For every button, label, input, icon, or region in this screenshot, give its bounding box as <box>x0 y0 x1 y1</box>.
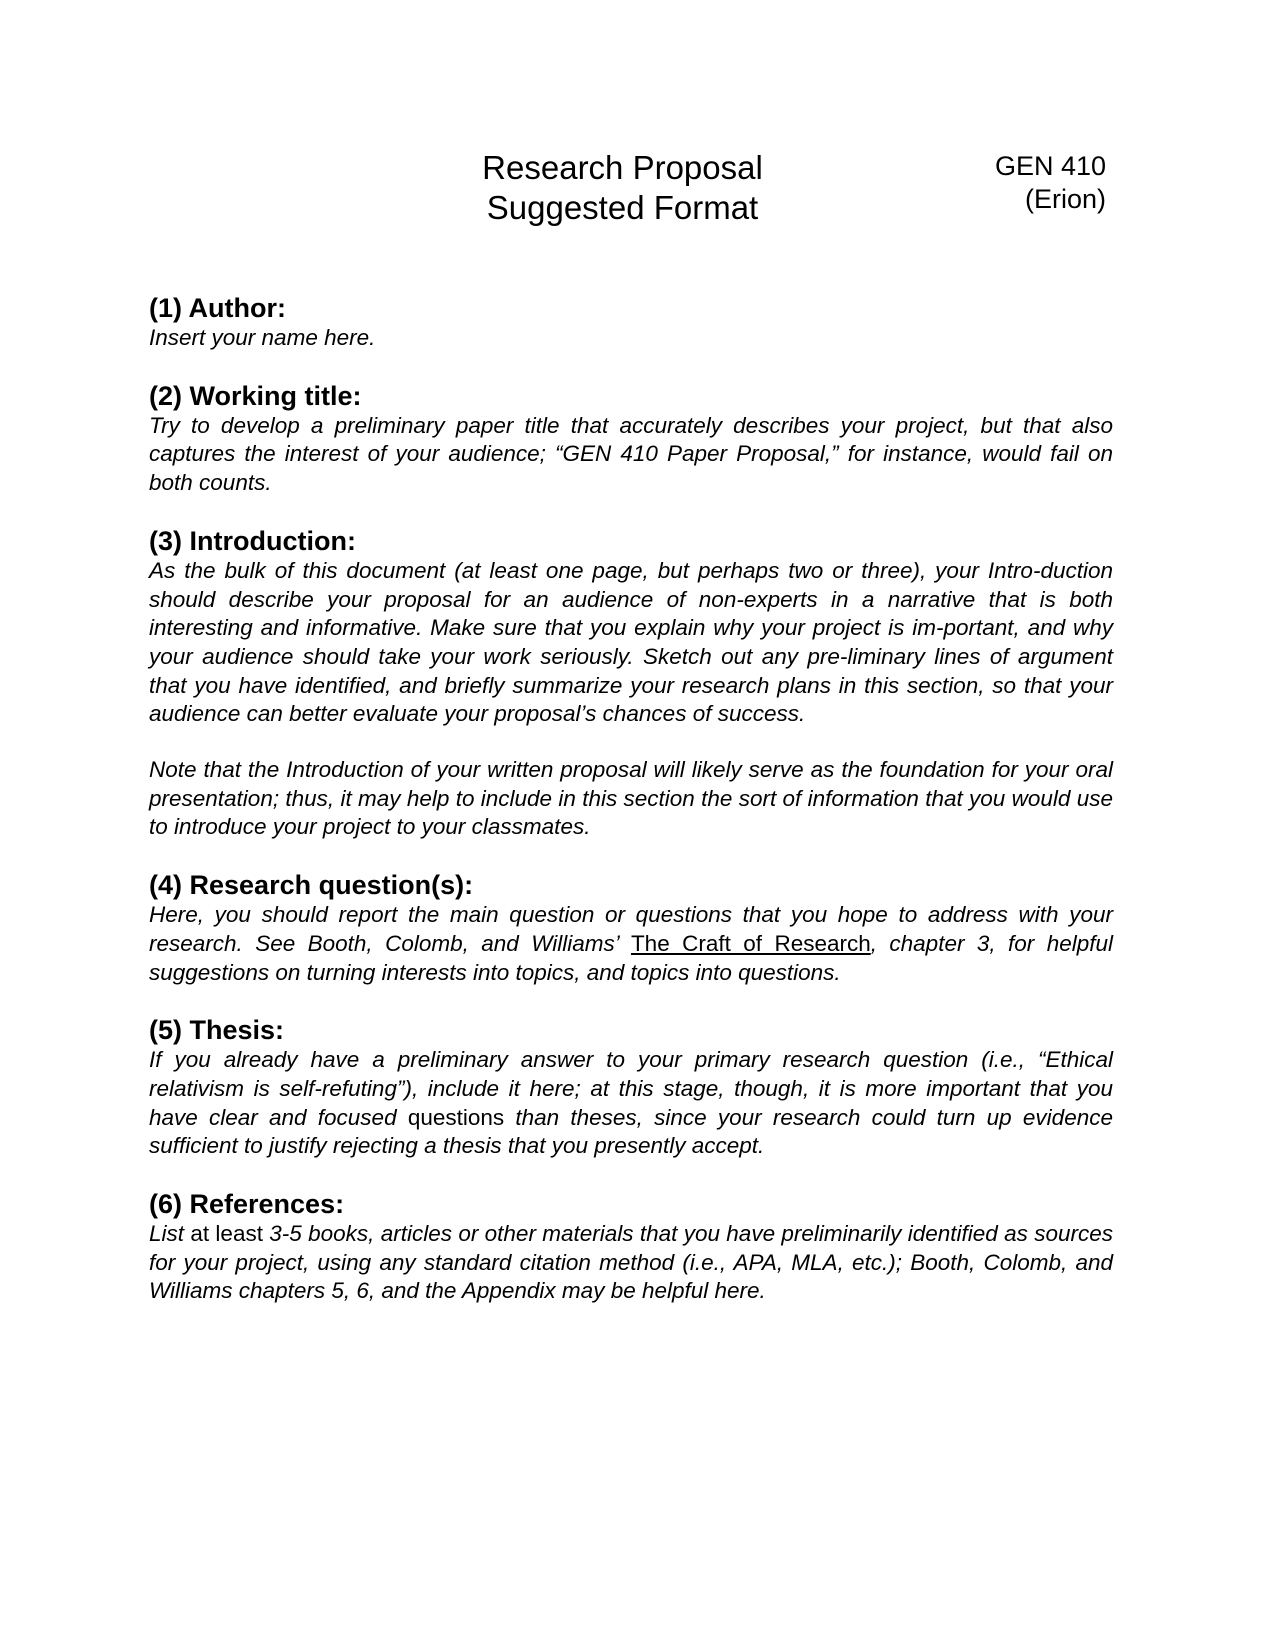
section-body: As the bulk of this document (at least one page, but perhaps two or three), your Intro-duction should describe your proposal for an audience of non-experts in a narrative that is both interesting and informative. Make sure that you explain why your project is im-portant, and why your audience should take your work seriously. Sketch out any pre-liminary lines of argument that you have identified, and briefly summarize your research plans in this section, so that your audience can better evaluate your proposal’s chances of success. <box>149 557 1113 727</box>
body-text: Here, you should report the main question or questions that you hope to address with your research. See Booth, Colomb, and Williams’ <box>149 902 1113 956</box>
section-heading: (2) Working title: <box>149 380 362 411</box>
section-body: Insert your name here. <box>149 325 376 350</box>
title-line-2: Suggested Format <box>486 189 759 226</box>
section-author <box>149 292 1113 353</box>
document-title <box>425 148 820 228</box>
document-body <box>149 292 1113 1306</box>
course-info <box>900 150 1106 216</box>
section-body <box>149 901 1113 987</box>
course-code: GEN 410 <box>994 151 1106 181</box>
section-body <box>149 1220 1113 1306</box>
title-line-1: Research Proposal <box>482 149 763 186</box>
section-body: Try to develop a preliminary paper title that accurately describes your project, but that also captures the interest of your audience; “GEN 410 Paper Proposal,” for instance, would fail on both counts. <box>149 412 1113 496</box>
body-text-upright: at least <box>190 1221 270 1247</box>
section-heading: (1) Author: <box>149 293 286 323</box>
body-text: , chapter 3, for helpful suggestions on turning interests into topics, and topics into questions. <box>149 930 1113 985</box>
section-working-title <box>149 380 1113 498</box>
section-thesis <box>149 1014 1113 1161</box>
body-text: than theses, since your research could turn up evidence sufficient to justify rejecting a thesis that you presently accept. <box>149 1104 1113 1159</box>
instructor-name: (Erion) <box>1024 184 1106 214</box>
section-heading: (3) Introduction: <box>149 525 356 556</box>
emphasis-text: questions <box>407 1104 505 1130</box>
body-text: If you already have a preliminary answer to your primary research question (i.e., “Ethical relativism is self-refuting”), include it here; at this stage, though, it is more important that you have clear and focused <box>149 1047 1113 1130</box>
section-introduction <box>149 525 1113 842</box>
section-research-questions <box>149 869 1113 987</box>
body-text: 3-5 books, articles or other materials that you have preliminarily identified as sources for your project, using any standard citation method (i.e., APA, MLA, etc.); Booth, Colomb, and Williams chapters 5, 6, and the Appendix may be helpful here. <box>149 1221 1113 1304</box>
section-heading: (6) References: <box>149 1189 345 1220</box>
body-text: List <box>149 1221 191 1247</box>
section-heading: (4) Research question(s): <box>149 870 474 901</box>
section-body-note: Note that the Introduction of your written proposal will likely serve as the foundation for your oral presentation; thus, it may help to include in this section the sort of information that you would use to introduce your project to your classmates. <box>149 757 1113 840</box>
section-heading: (5) Thesis: <box>149 1015 285 1046</box>
book-title: The Craft of Research <box>630 930 871 956</box>
section-body <box>149 1046 1113 1161</box>
section-references <box>149 1188 1113 1306</box>
